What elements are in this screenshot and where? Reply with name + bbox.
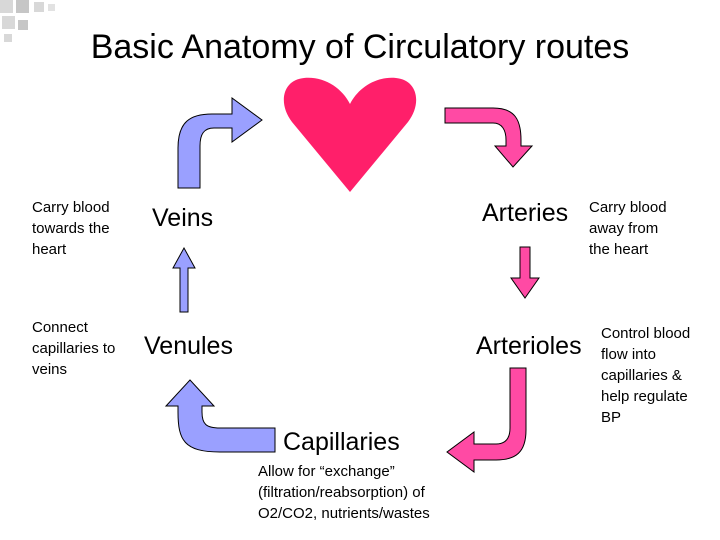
veins-label: Veins xyxy=(152,204,214,232)
artery-arrow-icon xyxy=(445,108,532,167)
arterioles-label: Arterioles xyxy=(476,332,582,360)
page-title: Basic Anatomy of Circulatory routes xyxy=(90,28,630,66)
venules-up-arrow-icon xyxy=(173,248,195,312)
arteries-down-arrow-icon xyxy=(511,247,539,298)
veins-arrow-icon xyxy=(178,98,262,188)
venules-label: Venules xyxy=(144,332,233,360)
venules-description: Connect capillaries to veins xyxy=(32,319,116,378)
arteries-description: Carry blood away from the heart xyxy=(589,199,667,258)
heart-icon xyxy=(284,78,416,192)
arterioles-arrow-icon xyxy=(447,368,526,472)
veins-description: Carry blood towards the heart xyxy=(32,199,110,258)
capillaries-label: Capillaries xyxy=(283,428,400,456)
arterioles-description: Control blood flow into capillaries & help regulate BP xyxy=(601,325,691,426)
capillaries-arrow-icon xyxy=(166,380,275,452)
arteries-label: Arteries xyxy=(482,199,569,227)
capillaries-description: Allow for “exchange” (filtration/reabsorption) of O2/CO2, nutrients/wastes xyxy=(258,463,430,522)
